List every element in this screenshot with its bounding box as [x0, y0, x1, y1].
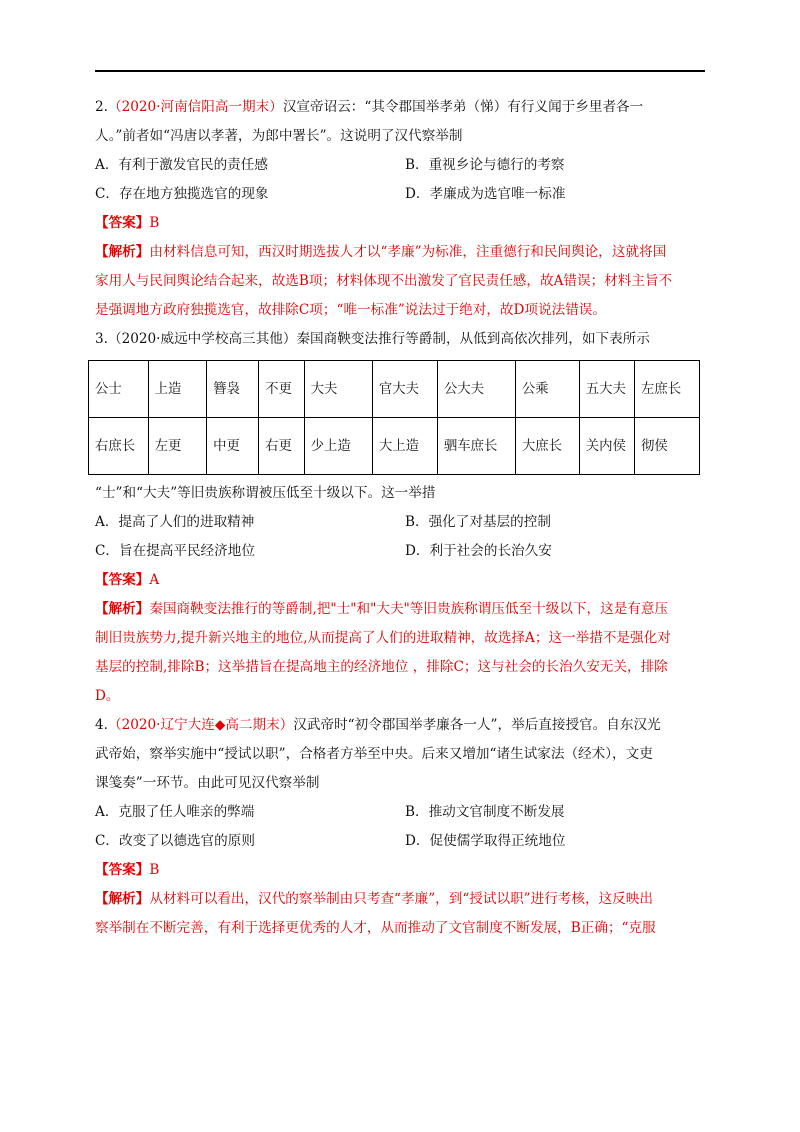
q4-options-row-1	[95, 798, 710, 827]
q3-stem: 秦国商鞅变法推行等爵制，从低到高依次排列，如下表所示	[296, 331, 650, 347]
q3-source: （2020·威远中学校高三其他）	[107, 331, 297, 347]
table-cell: 左更	[148, 418, 207, 475]
table-cell: 簪袅	[207, 361, 259, 418]
table-row	[89, 361, 700, 418]
q4-answer	[95, 856, 710, 885]
table-cell: 大庶长	[515, 418, 579, 475]
q3-number: 3.	[95, 331, 108, 347]
q2-option-b: B．重视乡论与德行的考察	[405, 157, 565, 173]
table-cell: 五大夫	[579, 361, 634, 418]
q2-options-row-2	[95, 180, 710, 209]
q2-analysis-tag: 【解析】	[95, 244, 150, 260]
q4-options-row-2	[95, 827, 710, 856]
q4-answer-value: B	[149, 862, 160, 878]
document-body	[95, 93, 710, 943]
q2-analysis-line-3: 是强调地方政府独揽选官，故排除C项；“唯一标准”说法过于绝对，故D项说法错误。	[95, 302, 606, 318]
q2-analysis-1: 由材料信息可知，西汉时期选拔人才以“孝廉”为标准，注重德行和民间舆论，这就将国	[149, 244, 667, 260]
q4-stem-line-2: 武帝始，察举实施中“授试以职”，合格者方举至中央。后来又增加“诸生试家法（经术），文吏	[95, 746, 653, 762]
q2-answer-value: B	[149, 215, 160, 231]
q3-option-a: A．提高了人们的进取精神	[95, 514, 255, 530]
q4-stem-line-3: 课笺奏”一环节。由此可见汉代察举制	[95, 775, 320, 791]
q4-option-a: A．克服了任人唯亲的弊端	[95, 804, 255, 820]
q4-number: 4.	[95, 717, 108, 733]
question-4	[95, 711, 710, 943]
q3-stem-line	[95, 325, 710, 354]
q3-option-d: D．利于社会的长治久安	[405, 543, 552, 559]
table-cell: 左庶长	[634, 361, 699, 418]
table-row	[89, 418, 700, 475]
table-cell: 中更	[207, 418, 259, 475]
table-cell: 驷车庶长	[437, 418, 515, 475]
q4-stem-line-1	[95, 711, 710, 740]
q4-stem-1: 汉武帝时“初令郡国举孝廉各一人”，举后直接授官。自东汉光	[293, 717, 661, 733]
q2-answer-tag: 【答案】	[95, 215, 150, 231]
q3-analysis-line-4: D。	[95, 688, 120, 704]
q4-option-d: D．促使儒学取得正统地位	[405, 833, 566, 849]
q3-options-row-1	[95, 508, 710, 537]
q3-options-row-2	[95, 537, 710, 566]
q2-option-d: D．孝廉成为选官唯一标准	[405, 186, 566, 202]
table-cell: 公士	[89, 361, 149, 418]
q3-option-c: C．旨在提高平民经济地位	[95, 543, 255, 559]
q3-analysis-1: 秦国商鞅变法推行的等爵制,把"士"和"大夫"等旧贵族称谓压低至十级以下，这是有意压	[149, 601, 669, 617]
q2-source: （2020·河南信阳高一期末）	[107, 99, 283, 115]
q4-answer-tag: 【答案】	[95, 862, 150, 878]
q4-analysis-line-2: 察举制在不断完善，有利于选择更优秀的人才，从而推动了文官制度不断发展，B正确；“克服	[95, 920, 656, 936]
q3-analysis-tag: 【解析】	[95, 601, 150, 617]
q2-number: 2.	[95, 99, 108, 115]
q2-stem-1: 汉宣帝诏云：“其令郡国举孝弟（悌）有行义闻于乡里者各一	[282, 99, 644, 115]
q3-analysis-line-3: 基层的控制,排除B；这举措旨在提高地主的经济地位 ，排除C；这与社会的长治久安无关，排除	[95, 659, 668, 675]
q4-analysis-tag: 【解析】	[95, 891, 150, 907]
table-cell: 右庶长	[89, 418, 149, 475]
table-cell: 公大夫	[437, 361, 515, 418]
q4-analysis-1: 从材料可以看出，汉代的察举制由只考查“孝廉”，到“授试以职”进行考核，这反映出	[149, 891, 653, 907]
question-2	[95, 93, 710, 325]
rank-table	[88, 360, 700, 475]
table-cell: 不更	[259, 361, 305, 418]
table-cell: 少上造	[304, 418, 372, 475]
q3-answer-value: A	[149, 572, 160, 588]
q2-options-row-1	[95, 151, 710, 180]
table-cell: 右更	[259, 418, 305, 475]
q4-source: （2020·辽宁大连◆高二期末）	[107, 717, 294, 733]
table-cell: 官大夫	[372, 361, 437, 418]
question-3	[95, 325, 710, 711]
q2-analysis-line-2: 家用人与民间舆论结合起来，故选B项；材料体现不出激发了官民责任感，故A错误；材料主旨不	[95, 273, 673, 289]
table-cell: 关内侯	[579, 418, 634, 475]
q2-option-c: C．存在地方独揽选官的现象	[95, 186, 269, 202]
table-cell: 上造	[148, 361, 207, 418]
q4-analysis-line-1	[95, 885, 710, 914]
q3-option-b: B．强化了对基层的控制	[405, 514, 551, 530]
q4-option-b: B．推动文官制度不断发展	[405, 804, 565, 820]
q3-answer	[95, 566, 710, 595]
q2-stem-line-1	[95, 93, 710, 122]
table-cell: 大夫	[304, 361, 372, 418]
table-cell: 彻侯	[634, 418, 699, 475]
q2-option-a: A．有利于激发官民的责任感	[95, 157, 268, 173]
q3-stem-line-2: “士”和“大夫”等旧贵族称谓被压低至十级以下。这一举措	[95, 485, 436, 501]
header-rule	[95, 70, 705, 72]
q3-analysis-line-2: 制旧贵族势力,提升新兴地主的地位,从而提高了人们的进取精神，故选择A；这一举措不是强化对	[95, 630, 671, 646]
q2-answer	[95, 209, 710, 238]
q3-analysis-line-1	[95, 595, 710, 624]
q4-option-c: C．改变了以德选官的原则	[95, 833, 255, 849]
table-cell: 大上造	[372, 418, 437, 475]
table-cell: 公乘	[515, 361, 579, 418]
q2-stem-line-2: 人。”前者如“冯唐以孝著，为郎中署长”。这说明了汉代察举制	[95, 128, 463, 144]
q3-answer-tag: 【答案】	[95, 572, 150, 588]
q2-analysis-line-1	[95, 238, 710, 267]
